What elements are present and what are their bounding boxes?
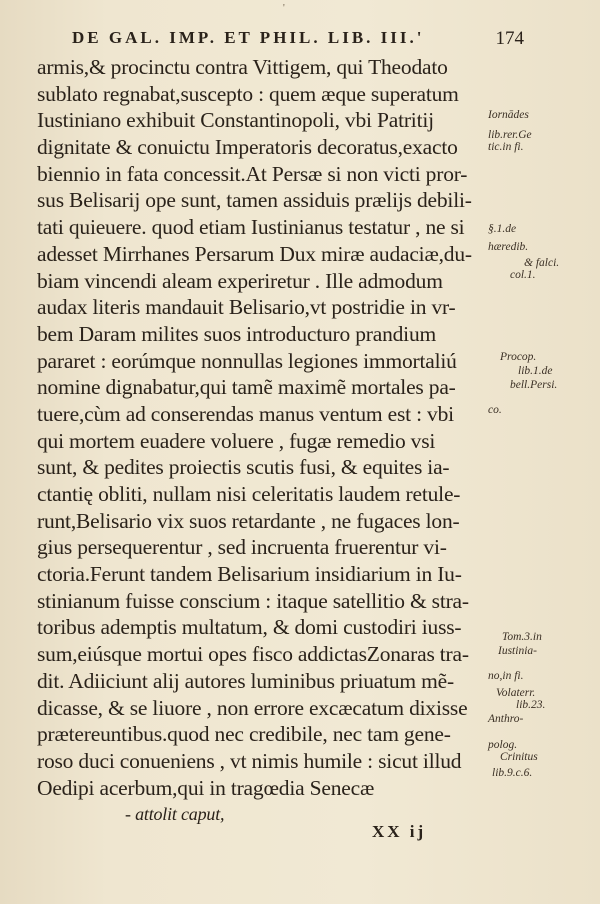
text-line: dignitate & conuictu Imperatoris decoratus,exacto [37,135,458,160]
text-line: bem Daram milites suos introducturo prandium [37,321,437,346]
text-line: Oedipi acerbum,qui in tragœdia Senecæ [37,775,375,800]
text-line: sunt, & pedites proiectis scutis fusi, & equites ia- [37,455,450,480]
text-line: Iustiniano exhibuit Constantinopoli, vbi Patritij [37,108,434,133]
text-line: qui mortem euadere voluere , fugæ remedio vsi [37,428,436,453]
margin-note: tic.in fi. [488,141,524,153]
text-line: adesset Mirrhanes Persarum Dux miræ audaciæ,du- [37,241,472,266]
margin-note: hæredib. [488,241,529,253]
margin-note: co. [488,404,502,416]
text-line: pararet : eorúmque nonnullas legiones immortaliú [37,348,457,373]
folio-number: 174 [495,28,524,49]
margin-note: Crinitus [500,751,538,763]
text-line: tati quieuere. quod etiam Iustinianus testatur , ne si [37,215,465,240]
text-line: sublato regnabat,suscepto : quem æque superatum [37,81,459,106]
margin-note: §.1.de [488,223,517,235]
main-text [37,54,487,828]
margin-note: lib.23. [516,699,546,711]
margin-note: bell.Persi. [510,379,558,391]
margin-note: col.1. [510,269,536,281]
text-line: biam vincendi aleam experiretur . Ille admodum [37,268,443,293]
text-line: sum,eiúsque mortui opes fisco addictasZonaras tra- [37,642,469,667]
text-line: biennio in fata concessit.At Persæ si non victi pror- [37,161,468,186]
text-line: sus Belisarij ope sunt, tamen assiduis prælijs debili- [37,188,472,213]
text-line: tuere,cùm ad conserendas manus ventum est : vbi [37,401,454,426]
text-line: toribus ademptis multatum, & domi custodiri iuss- [37,615,462,640]
running-title: DE GAL. IMP. ET PHIL. LIB. III.' [72,28,425,47]
text-line: armis,& procinctu contra Vittigem, qui Theodato [37,55,448,79]
margin-note: Tom.3.in [502,631,542,643]
margin-note: Anthro- [488,713,524,725]
text-line: stinianum fuisse conscium : itaque satellitio & stra- [37,588,469,613]
margin-note: lib.9.c.6. [492,767,533,779]
margin-note: Iornādes [488,109,529,121]
signature-mark: XX ij [372,822,427,841]
text-line: dicasse, & se liuore , non errore excæcatum dixisse [37,695,468,720]
text-line: roso duci conueniens , vt nimis humile : sicut illud [37,748,462,773]
margin-note: Volaterr. [496,687,536,699]
margin-note: Iustinia- [498,645,537,657]
ink-speck: ' [283,3,285,14]
verse-quote-line: - attolit caput, [125,804,225,825]
running-header [72,28,522,48]
margin-note: & falci. [524,257,560,269]
text-line: nomine dignabatur,qui tamẽ maximẽ mortales pa- [37,375,456,400]
text-line: gius persequerentur , sed incruenta fruerentur vi- [37,535,447,560]
text-line: dit. Adiiciunt alij autores luminibus priuatum mẽ- [37,668,454,693]
text-line: runt,Belisario vix suos retardante , ne fugaces lon- [37,508,460,533]
margin-note: lib.rer.Ge [488,129,532,141]
margin-note: no,in fi. [488,670,524,682]
text-line: audax literis mandauit Belisario,vt postridie in vr- [37,295,456,320]
text-line: ctoria.Ferunt tandem Belisarium insidiarium in Iu- [37,562,462,587]
text-line: prætereuntibus.quod nec credibile, nec tam gene- [37,722,451,747]
margin-note: polog. [488,739,518,751]
margin-note: lib.1.de [518,365,553,377]
margin-note: Procop. [500,351,537,363]
text-line: ctantię obliti, nullam nisi celeritatis laudem retule- [37,482,461,506]
